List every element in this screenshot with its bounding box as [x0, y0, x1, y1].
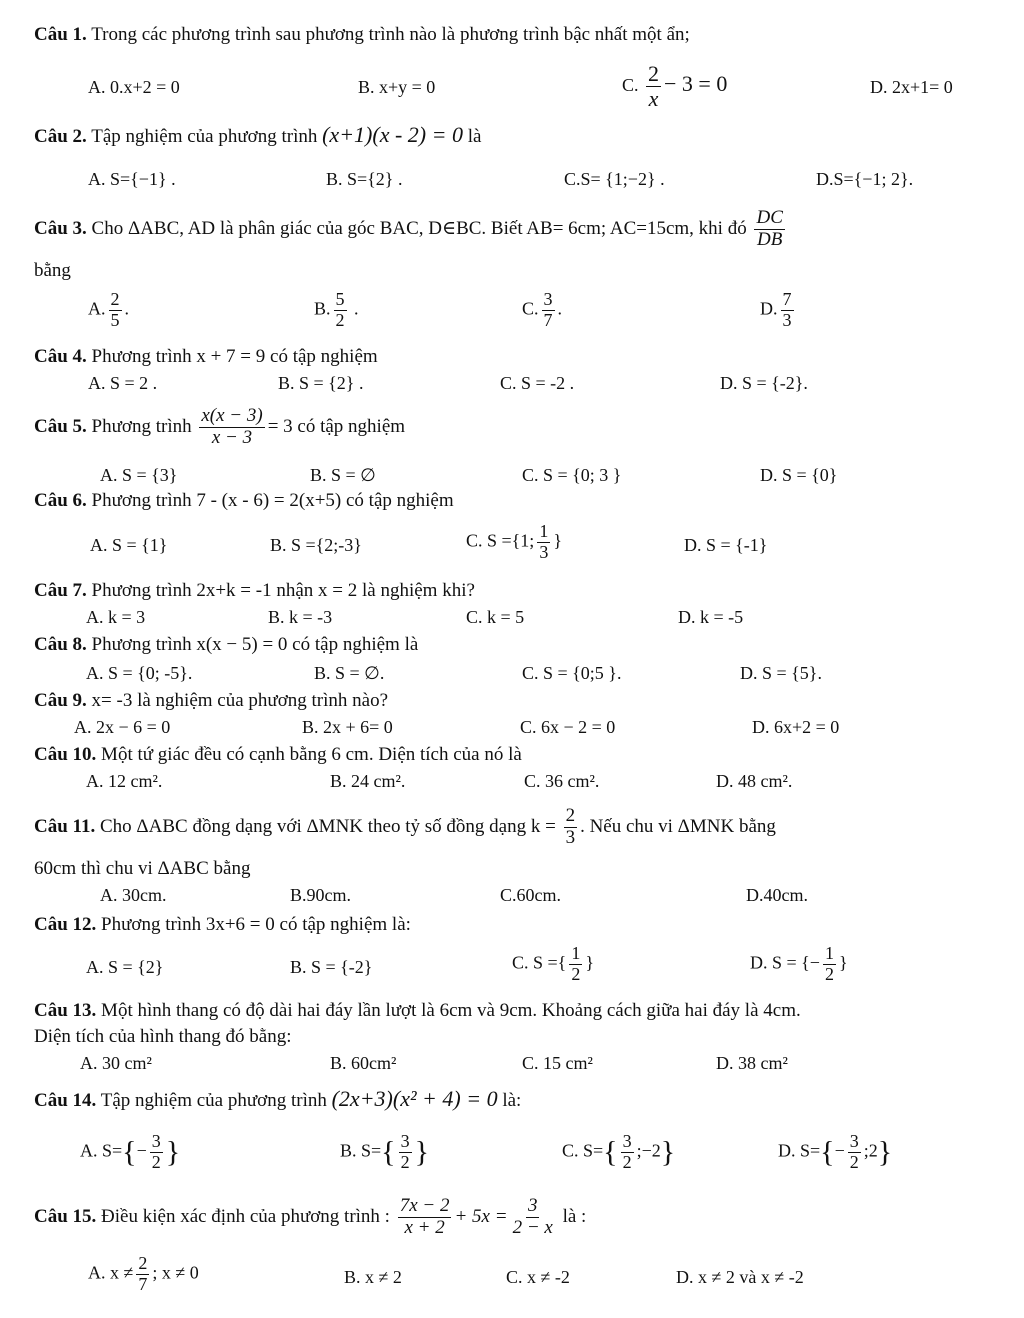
question-15: Câu 15. Điều kiện xác định của phương trình : $\frac{7x - 2}{x + 2}$ + 5x = $\frac{3}{2 - x}$ là : [34, 1195, 587, 1238]
option-a: A. S = {2} [86, 957, 164, 977]
option-d: D. S={− $\frac{3}{2}$ ;2} [778, 1131, 893, 1172]
question-14: Câu 14. Tập nghiệm của phương trình (2x+3)(x² + 4) = 0 là: [34, 1086, 522, 1111]
option-a: A. $\frac{2}{5}$ . [88, 289, 129, 330]
option-b: B. S = {-2} [290, 957, 373, 977]
option-b: B. 60cm² [330, 1053, 397, 1073]
option-c: C. $\frac{3}{7}$ . [522, 289, 563, 330]
equation: (x+1)(x - 2) = 0 [322, 122, 463, 147]
option-d: D.40cm. [746, 885, 808, 905]
question-label: Câu 4. [34, 346, 87, 367]
question-label: Câu 12. [34, 914, 97, 935]
option-d: D. $\frac{7}{3}$ [760, 289, 792, 330]
option-a: A. S = {0; -5}. [86, 663, 193, 683]
option-a: A. 2x − 6 = 0 [74, 717, 171, 737]
option-c: C. 6x − 2 = 0 [520, 717, 616, 737]
question-label: Câu 10. [34, 744, 97, 765]
question-label: Câu 1. [34, 24, 87, 45]
option-a: A. x ≠ $\frac{2}{7}$ ; x ≠ 0 [88, 1253, 199, 1294]
question-1 [34, 24, 690, 46]
option-b: B. 2x + 6= 0 [302, 717, 393, 737]
question-label: Câu 3. [34, 217, 87, 239]
option-a: A. 30 cm² [80, 1053, 152, 1073]
question-12: Câu 12. Phương trình 3x+6 = 0 có tập nghiệm là: [34, 914, 411, 935]
question-9: Câu 9. x= -3 là nghiệm của phương trình nào? [34, 690, 389, 711]
option-c: C. x ≠ -2 [506, 1267, 570, 1287]
option-b: B. S={2} . [326, 169, 403, 189]
question-4: Câu 4. Phương trình x + 7 = 9 có tập nghiệm [34, 346, 378, 367]
option-c: C. S ={ $\frac{1}{2}$ } [512, 943, 594, 984]
question-6: Câu 6. Phương trình 7 - (x - 6) = 2(x+5) có tập nghiệm [34, 490, 454, 511]
option-b: B.90cm. [290, 885, 351, 905]
option-d: D. 6x+2 = 0 [752, 717, 840, 737]
option-c: C.S= {1;−2} . [564, 169, 665, 189]
option-d: D. x ≠ 2 và x ≠ -2 [676, 1267, 804, 1287]
option-b: B. S = ∅ [310, 465, 376, 485]
option-c: C. S = -2 . [500, 373, 575, 393]
option-c: C. k = 5 [466, 607, 525, 627]
question-label: Câu 2. [34, 126, 87, 147]
option-b: B. 24 cm². [330, 771, 406, 791]
option-a: A. k = 3 [86, 607, 146, 627]
equation: (2x+3)(x² + 4) = 0 [331, 1086, 498, 1111]
option-b: B. S = ∅. [314, 663, 385, 683]
question-label: Câu 7. [34, 580, 87, 601]
question-3-line2: bằng [34, 260, 71, 281]
option-b: B. k = -3 [268, 607, 333, 627]
option-c: C. S = {0; 3 } [522, 465, 622, 485]
question-label: Câu 8. [34, 634, 87, 655]
question-13-line2: Diện tích của hình thang đó bằng: [34, 1026, 292, 1047]
option-c: C.60cm. [500, 885, 561, 905]
option-c: C. S={ $\frac{3}{2}$ ;−2} [562, 1131, 676, 1172]
question-5: Câu 5. Phương trình $\frac{x(x - 3)}{x - 3}$ = 3 có tập nghiệm [34, 405, 406, 448]
question-11-line2: 60cm thì chu vi ΔABC bằng [34, 858, 251, 879]
option-d: D. S = {-1} [684, 535, 768, 555]
question-label: Câu 5. [34, 415, 87, 437]
question-11: Câu 11. Cho ΔABC đồng dạng với ΔMNK theo tỷ số đồng dạng k = $\frac{2}{3}$ . Nếu chu vi ΔMNK bằng [34, 805, 776, 848]
option-d: D. S = {− $\frac{1}{2}$ } [750, 943, 848, 984]
question-label: Câu 14. [34, 1090, 97, 1111]
option-d: D. S = {-2}. [720, 373, 808, 393]
option-d: D. k = -5 [678, 607, 744, 627]
question-label: Câu 6. [34, 490, 87, 511]
option-a: A. S = 2 . [88, 373, 158, 393]
option-d: D. 38 cm² [716, 1053, 788, 1073]
option-b: B. S={ $\frac{3}{2}$ } [340, 1131, 429, 1172]
option-a: A. 0.x+2 = 0 [88, 77, 180, 97]
question-8: Câu 8. Phương trình x(x − 5) = 0 có tập nghiệm là [34, 634, 419, 655]
question-text: Trong các phương trình sau phương trình nào là phương trình bậc nhất một ẩn; [91, 24, 690, 45]
option-b: B. S ={2;-3} [270, 535, 362, 555]
option-a: A. S = {3} [100, 465, 178, 485]
option-c: C. 15 cm² [522, 1053, 593, 1073]
option-a: A. 30cm. [100, 885, 167, 905]
option-a: A. S={−1} . [88, 169, 176, 189]
question-label: Câu 13. [34, 1000, 97, 1021]
option-d: D.S={−1; 2}. [816, 169, 914, 189]
option-b: B. $\frac{5}{2}$ . [314, 289, 359, 330]
question-13: Câu 13. Một hình thang có độ dài hai đáy lần lượt là 6cm và 9cm. Khoảng cách giữa hai đáy là 4cm. [34, 1000, 801, 1021]
question-2: Câu 2. Tập nghiệm của phương trình (x+1)(x - 2) = 0 là [34, 122, 482, 147]
question-10: Câu 10. Một tứ giác đều có cạnh bằng 6 cm. Diện tích của nó là [34, 744, 522, 765]
option-c: C. 36 cm². [524, 771, 600, 791]
option-a: A. S = {1} [90, 535, 168, 555]
option-d: D. 48 cm². [716, 771, 793, 791]
option-d: D. S = {5}. [740, 663, 822, 683]
question-label: Câu 9. [34, 690, 87, 711]
question-7: Câu 7. Phương trình 2x+k = -1 nhận x = 2 là nghiệm khi? [34, 580, 475, 601]
option-b: B. x ≠ 2 [344, 1267, 402, 1287]
option-a: A. S={− $\frac{3}{2}$ } [80, 1131, 181, 1172]
question-label: Câu 11. [34, 815, 96, 837]
question-label: Câu 15. [34, 1205, 97, 1227]
option-b: B. S = {2} . [278, 373, 364, 393]
option-b: B. x+y = 0 [358, 77, 436, 97]
question-3: Câu 3. Cho ΔABC, AD là phân giác của góc BAC, D∈BC. Biết AB= 6cm; AC=15cm, khi đó $\frac{DC}{DB}$ [34, 207, 783, 250]
option-c: C. S = {0;5 }. [522, 663, 622, 683]
option-d: D. 2x+1= 0 [870, 77, 953, 97]
option-d: D. S = {0} [760, 465, 838, 485]
option-c: C. S ={1; $\frac{1}{3}$ } [466, 521, 562, 562]
option-c: C. $\frac{2}{x}$ − 3 = 0 [622, 61, 728, 112]
option-a: A. 12 cm². [86, 771, 163, 791]
